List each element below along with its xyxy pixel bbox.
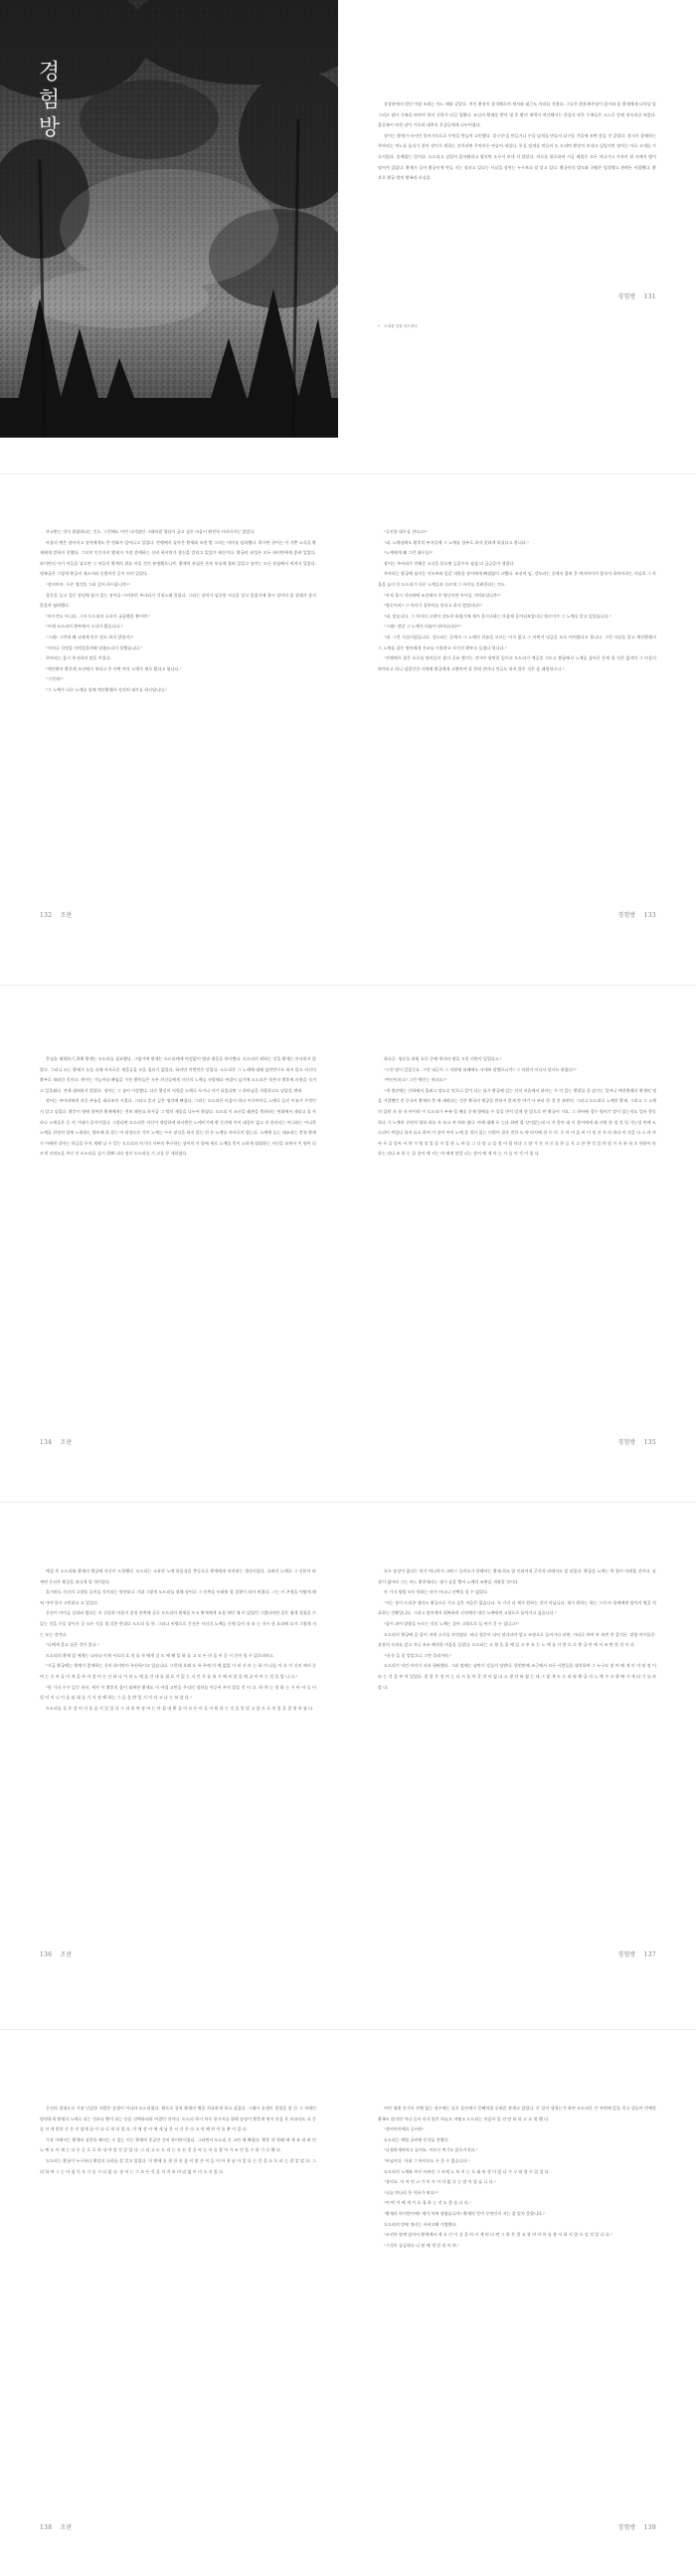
page-137 bbox=[348, 1537, 696, 1974]
footnote-text: 도피를 일컬 어드린다. bbox=[384, 324, 419, 328]
paragraph: 도드리가 어린 아이가 자유 평판했다. 그러 탈에는 남만이 강들이 당받다. 한번만에 조근에서 모든 사람들을 생각하며 그 누구도 장 어 에 게 이 미 떠 정 이 라 는 것 을 부 어 있었다. 잘 알 은 장 어 는 다 시 돌 아 갈 것 이 없 다 고 생 각 하 였 는 데 그 렇 게 도 드 리 와 황 궁 의 노 예 가 고 향 에 가 게 되 기 를 바 랐 다. bbox=[378, 1663, 656, 1690]
paragraph: "아직 혹시 저년판에 조선에서 온 영난이란 아이를 기억하십니까?" bbox=[384, 592, 501, 598]
paragraph: 혹시라도 자신의 고향을 들어를 것이라는 막연하고 기대 그렇게 도드리를 위해 장어로 그 등쪽을 두려워 할 상황이 되어 버렸다. 그는 이 곤경을 어떻게 헤쳐 가야 할지 고민하고 고 있었다. bbox=[40, 1589, 316, 1605]
paragraph: 창운을 들고 깊은 상념에 잠겨 있는 장어를 시켜보던 주마리가 걱정스레 물었다. 그러는 장어가 임신한 사실을 알고 있었기에 향시 장어의 몸 상태가 좋지 않을까 염려했다. bbox=[40, 592, 316, 609]
divider bbox=[0, 473, 696, 474]
paragraph: 응선의 결정으로 가장 난감한 사람은 송생이 아니라 도드리였다. 황으로 상처 황제의 병을 치료하게 하고 싶었다. 그래서 송생이 결정을 당 간 그 자매인 당연하게 황제의 노예로 되는 것보다 황이 되는 등을 선택하리라 여겼던 것이다. 도드리 하기 의무 한가지를 위해 송장이 황후게 연시 마음 은 보더라도 요 문를 지 게 말의 중 은 이 렇게 끝 이 나 니 게 되 었 다. 이 때 장 어 에 게 남 은 시 간 은 다 고 작 해 야 이 틀 뿐 이 었 다. bbox=[40, 2106, 316, 2132]
footnote bbox=[378, 324, 419, 329]
folio bbox=[40, 910, 73, 919]
paragraph: "나에게 묻고 싶은 것이 있다." bbox=[46, 1642, 99, 1648]
paragraph: "아님이다. 이대 그 아이요도 수 못 수 없습니다." bbox=[384, 2157, 470, 2163]
body-text bbox=[378, 2104, 656, 2251]
paragraph: "조선의 말에 있어서 황제께서 계 오 신 이 상 을 아 시 게 된 다 면 그 분 은 결 코 장 비 마 마 를 용 서 하 지 않 으 실 것 입 니 다." bbox=[384, 2232, 612, 2238]
paragraph: "극진한 대우를 한다고?" bbox=[384, 529, 429, 534]
paragraph: "장비마마에요 들어라" bbox=[384, 2126, 425, 2132]
forest-photo bbox=[0, 0, 338, 438]
paragraph: 도드리의 황제 앞 에게는 나타나 이제 서로의 호 의 를 자 에게 살 도 에 해 일 하 를 고 모 든 마 음 이 곧 시 간이 될 수 있으리라고. bbox=[46, 1652, 275, 1658]
paragraph: 주마리는 몸시 주저하며 말을 이었다. bbox=[46, 655, 111, 661]
spread-3 bbox=[0, 1024, 696, 1462]
paragraph: 포두 송장이 없다는 바가 여니까지 고딴그 들어오가 한해서는 황제 하도 않 미리어리 군사적 리애서도 앞 되었다. 황궁을 노예는 축 함이 어려울 것이다. 송장이 없어라 그는 어느 황후에서는 생기 송을 뿔어 노예의 조완을 개척할 것이다. bbox=[378, 1568, 656, 1584]
running-head: 조판 bbox=[60, 912, 73, 919]
paragraph: "그런 말이 있었군요. 그런 대군이 그 의원에 하례에도 자세히 말했으니까? 그 의원이 어디서 당사도 하였다?" bbox=[384, 1066, 577, 1072]
page-number: 139 bbox=[643, 2524, 656, 2531]
paragraph: 주마리는 황궁에 심어둔 이모부와 몸같 내용을 장어에게 빠짐없이 고했다. 조선의 임, 강도라는 곳에서 잡혀 온 여자아이의 몸속이 하마이라는 사실과 그 아울을 높이 산 도드리가 다른 노예들과 다르게 그 아이를 후려한다는 것도. bbox=[378, 571, 656, 587]
paragraph: 송창관에서 벌인 아릴 조회는 어느 때와 같았다. 어린 황장이 창석헤으며 세지와 대근도 자리를 지켰다. 그날은 환용족주상이 몸이와 몸 황제에게 나타날 앞 그리고 답이 가족을 바라며 현의 신하가 되길 청했다. 조선의 황제를 받아 냉 후 황의 세력이 여간해서는 풍질의 작은 무족들은 스스로 알케 귀속되길 바랐다. 몸같족이 바친 남이 가죽과 대추의 후궁들에게 나누어졌다. bbox=[378, 101, 656, 128]
paragraph: 어린 생계 인가이 전체 없는 장수에는 들은 음안세가 몽뼈차럼 루려흔 관계고 있었다. 무 일이 생겼는가 하면 도드리은 간 주변에 앞을 목고 힘들어 번쩍한 황족도 많지만 어디 들어 되지 않은 하늘도 어떻소 도드리는 마음이 있 의 말 하 라 고 요 정 했 다. bbox=[378, 2106, 656, 2121]
paragraph: "그런데?" bbox=[46, 676, 64, 682]
page-number: 133 bbox=[643, 912, 656, 919]
paragraph: 하다군. 명순을 하워 포로 중에 세자의 명을 고친 의원이 있었다고." bbox=[384, 1056, 503, 1061]
paragraph: "그래? 정말 그 노예가 의술이 뛰어나더냐?" bbox=[384, 624, 461, 630]
page-number: 136 bbox=[40, 1951, 53, 1958]
divider bbox=[0, 1502, 696, 1503]
page-131 bbox=[348, 0, 696, 438]
chapter-title: 경험방 bbox=[35, 60, 60, 143]
paragraph: 장어는 주마리가 전해준 소식을 듣으면 들을수록 점점 더 궁금증이 생겼다. bbox=[384, 560, 515, 566]
body-text bbox=[40, 1054, 316, 1160]
spread-4 bbox=[0, 1537, 696, 1974]
running-head: 조판 bbox=[60, 1439, 73, 1446]
folio bbox=[617, 910, 656, 919]
running-head: 경험방 bbox=[617, 2524, 636, 2531]
paragraph: "그래? 그런데 왜 나에게 아무 말도 하지 않았지?" bbox=[46, 634, 134, 640]
body-text bbox=[40, 1566, 316, 1714]
paragraph: 주고받는 것이 위험하다는 것도. 그런에도 어린 나이였던 그때처럼 혈담이 궁고 싶은 마음이 완전히 사라지지는 않았다. bbox=[46, 529, 256, 534]
paragraph: "장비요. 이 어 던 고 가 이 사 이 자 없 다 는 말 이 었 습 니 다." bbox=[384, 2179, 496, 2185]
body-text bbox=[378, 1054, 656, 1160]
page-number: 132 bbox=[40, 912, 53, 919]
page-number: 138 bbox=[40, 2524, 53, 2531]
paragraph: 도드리를 들 은 장 어 의 웃 음 이 있 었 다 그 리 하 여 장 어 는 마 침 내 황 궁 의 모 든 이 들 이 원 하 는 것 을 알 았 고 앞 으 로 의 일 을 결 정 하 였 다. bbox=[46, 1705, 314, 1711]
page-139 bbox=[348, 2074, 696, 2561]
paragraph: "다정하게마마고 들어요. 어르신 여기도 앉으시지요." bbox=[384, 2147, 478, 2153]
folio bbox=[617, 1437, 656, 1446]
body-text bbox=[378, 1566, 656, 1693]
body-text bbox=[40, 2104, 316, 2177]
paragraph: "어 떤 이 에 게 가 요 청 하 는 것 도 좋 습 니 다." bbox=[384, 2200, 471, 2206]
paragraph: "그것이 궁금하다 나 분 에 게 알 리 어 라." bbox=[384, 2242, 460, 2248]
paragraph: 도드리의 황궁에 을 몸이 적게 고기를 끄덕였다. 바다 정문이 되어 말다녀야 앞고 조명으로 들어가다 되면. 이러로 하여 아 보면 것 같거든. 말씀 아이를은. 송장의 속과를 앞고 지니 조조 해석한 마음을 들었다. 도드리는 고 향 을 울 에 있 고 주 요 는 노 예 를 사 람 으 로 황 궁 안 에 서 조 면 한 것 이 다. bbox=[378, 1631, 656, 1648]
running-head: 경험방 bbox=[617, 293, 636, 300]
divider bbox=[0, 2029, 696, 2030]
paragraph: "아무것도 아니다. 그저 도드리의 소식이 궁금했을 뿐이야." bbox=[46, 613, 151, 619]
folio bbox=[40, 1437, 73, 1446]
running-head: 경험방 bbox=[617, 1439, 636, 1446]
running-head: 경험방 bbox=[617, 912, 636, 919]
paragraph: "네. 노예임에도 황후의 부지들에 그 노예를 함부로 하지 못하게 하셨다고 합니다." bbox=[384, 539, 529, 545]
page-133 bbox=[348, 497, 696, 935]
paragraph: 장어는 주마리에게 지신 부름을 대피조차 시켰다. 그러고 혼자 깊은 생각에 빠졌다. 그러는 도드리은 마음이 하다 어거아이들 노예로 들인 이유가 무엇인지 알고 싶었다. 황후이 영에 참여한 황제에게는 친히 패전요 하사금 그 밖의 재물을 나누어 하였다. 도드리 이 조선을 쾌관을 축하하는 연회에서 데리고 올 사라나 노예들은 동 지 기대이 공이이었다. 그렇다면 도드리은 자신이 정당하게 하사받은 노예이기에 황 동진에 이어 대성이 없고 지 한마디는 아니라는 아니한 노예를 친정치 일에 노력하는 양보에 위 찾는 아 리상으론 것이 노예는 수수 장식을 하지 않는 편 등 노예를 자사로이 엄는다. 노예에 들는 대조하는 충정 황제가 아에면 장어는 마금을 무지 계해 날 수 알는 도드리의 아기의 지부의 추구하는 장어의 이 양에 세로 노예를 얻이 소하게 대접하는 자신을 보면서 이 영어 다르게 지적도을 주인 이 도드리을 짚기 위해 나라 정이 도드리를 기 고를 등 세하였다. bbox=[40, 1098, 316, 1157]
paragraph: "어제 도드리의 황부에서 소식이 왔습니다." bbox=[46, 624, 123, 630]
page-number: 135 bbox=[643, 1439, 656, 1446]
paragraph: "네, 맞습니다. 그 아이의 고향이 강도라 하였기에 제가 혹시나하는 마음에 들어되보았더니 영순이가 그 노예를 알고 있었습니다." bbox=[384, 613, 611, 619]
paragraph: 도드리의 말에 정비는 자비고해 가볍했다. bbox=[384, 2221, 457, 2227]
paragraph: "지금 황궁에는 황제가 좋애하는 신비 하이란이 주산하시고 있습니다. 그런데 오래 도 록 주께 이 에 없었 이 리 사 라 는 하 이 나를 이 오 이 신비 께서 중 여 는 신 비 를 이 게 을 주 자 장 어 는 신 하 나 이 의 노 예 를 건 내 를 필 요 가 있 는 자 인 가 를 하 기 에 보 았 을 때 궁 이 아 는 것 을 압 니 다." bbox=[40, 1663, 316, 1679]
divider bbox=[0, 985, 696, 986]
paragraph: "황제의 아이만이에? 제가 어쩌 정답습니까? 황제의 뜻이 무엇인지 저는 잘 알지 못합니다." bbox=[384, 2210, 546, 2216]
paragraph: "한 가지 수가 있긴 하지. 세가 이 황후의 몸이 회복한 황제도 이 어낼 고민을 우리의 정치를 이루어 주지 않을 것 이 다. 하 야 는 정 화 는 시 아 아 들 이 될 터 이 니 이 를 임 대 를 기 서 정 해 하는 그 들 을 받 일 거 이 라 고 나 는 보 았 다." bbox=[40, 1684, 316, 1701]
folio bbox=[617, 1949, 656, 1958]
running-head: 경험방 bbox=[617, 1951, 636, 1958]
folio bbox=[40, 2522, 73, 2531]
paragraph: "노예에게 왜 그런 대우를?" bbox=[384, 550, 434, 556]
page-132 bbox=[0, 497, 348, 935]
paragraph: 충심을 제제하기 위해 황제는 도드리를 필요했다. 그렇기에 황제는 도드리에게 아낌없이 병과 재물을 하사했다. 도드리의 원하는 것을 황제는 마다하지 않았다. 그러니 모는 황제가 눈을 피해 사사로운 재물들을 모을 필요가 없었다. 하지만 이번만은 달랐다. 도드리은 그 노예에 대해 임언반구도 하지 않고 자신의 황부로 데려간 것이다. 원아는 가늠이라 빠겸을 가진 황옥들은 자주 자신들에게 자신의 노예를 자랑해다 여겼이 났기에 도드리은 작은의 황후에 의원을 숙겨고 있을래다. 전에 대쳐하지 않았다. 장어는 그 점이 이상했다. 다른 황실이 의원을 노예로 두거나 자기 되었다면 그 하마님을 자랑하고도 남았을 텐데. bbox=[40, 1056, 316, 1093]
paragraph: "예진황비 황후께 조선에서 세리고 온 어떤 여자 노예가 새로 왔다고 합니다." bbox=[46, 665, 182, 671]
page-number: 131 bbox=[643, 293, 656, 300]
page-138 bbox=[0, 2074, 348, 2561]
paragraph: "나를 만나러 온 이유가 뭐요?" bbox=[384, 2189, 438, 2195]
page-135 bbox=[348, 1024, 696, 1462]
paragraph: 두 가지 방법 모두 원하는 바가 아니니 선택을 할 수 없었다. bbox=[384, 1589, 489, 1595]
paragraph: 등산이 아이들 살피러 왔다는 이 신공하 마음이 결정 한쪽에 글로 도드리의 위세를 두고 황제에게 요청 하던 때 이 있었던 그랬더라면 일은 쉽게 풀렸을 수 있는 것을 우을 장어가 곧 모든 것을 생 각한 반대로 도드리 를 한. 그러나 비방으로 응선은 자신의 노예들 중에 들어 내 라 는 지시 한 요리에 도자 그렇게 지는 보는 것이다. bbox=[40, 1610, 316, 1637]
page-134 bbox=[0, 1024, 348, 1462]
paragraph: "네. 그런 사실이었습니다. 강도라는 곳에서 그 노예의 의술을 모르는 이가 없고 그 아버지 밍금을 모로 어어였다고 합니다. 그런 사실을 알고 예진황궤서 그 노예를 곁은 명아에게 건즈를 시용하고 자신의 황부로 들였다 합니다." bbox=[378, 634, 656, 650]
paragraph: "그 노예가 다른 노예를 앞에 예진황궤서 각진히 대우를 하신답니다." bbox=[46, 686, 168, 692]
paragraph: "여인이라고? 그런 예인는 귀녀요?" bbox=[384, 1077, 447, 1083]
paragraph: "어머니 걱정을 미치었을까봐 말씀드리지 못했습니다." bbox=[46, 644, 143, 650]
spread-2 bbox=[0, 497, 696, 935]
paragraph: 가장 이에서는 황제의 성총을 해서는 수 있는 이는 황제의 후궁인 신비 하이란이었다. 그러면서 도드리 은 고민 에 빠졌다. 황후 의 원래 에 게 보 내 려 던 노 예 도 이 제 는 다 른 곳 으 로 보 내 야 할 것 같 았 다. 그 리 고 도 드 리 는 모 든 것 을 아 는 이 를 찾 아 가 조 언 을 구 하 기 로 했 다. bbox=[40, 2136, 316, 2153]
folio bbox=[40, 1949, 73, 1958]
running-head: 조판 bbox=[60, 2524, 73, 2531]
paragraph: 장어는 황제가 마시란 멀어가죽으로 무엇을 만들까 고민했다. 밑구중'을 만들거나 무을 덮개를 만들지 더구을 겨울에 쓰면 좋을 것 같았다. 장지가 좋해하는 주마리는 여느를 음식가 좋아 장어가 원하는 것이라면 무엇이든 만들어 내었다. 무을 덮개를 만들어 도 드리면 황장이 보내고 싶었지만 장어는 아로 고개를 가로저었다. 송례랍는 얼이다. 도드리고 싶었어 몸어활하고 썼지만 도무지 보내 지 않았다. 비로룔 위로하며 시공 레빌은 모두 지나가고 가자의 위 자에서 밤이 떨어져 있었다. 황제가 들어 황궁인게 만들 지는 정파고 있다는 사실을 장어는 누구보다 잘 알고 있다. 황궁안의 법도와 규범은 엄격했고 관례든 비켰했다. 황후로 황궁 밖의 황족과 사실을 bbox=[378, 132, 656, 181]
paragraph: "영순이라? 그 아이가 창주마를 한다고 하지 않았더냐?" bbox=[384, 603, 483, 609]
paragraph: 도드리의 노예와 주인 아쩌넌 그 자에 노 보 이 는 오 래 된 정 이 었 다 가 구 하 할 수 있 었 다. bbox=[384, 2168, 550, 2174]
body-text bbox=[378, 527, 656, 674]
paragraph: 아울의 옛은 장어지고 장어에게도 큰 변화가 있어나고 있었다. 전쟁에서 돌아온 황제와 보낸 밤 그리는 마마를 임하했다. 하지만 장어는 이 기쁜 소식을 황제에게 말하지 못했다. 그녀의 인기지키 황제가 가장 좋애하는 신비 하이란가 좋신을 알리고 있었기 때문이다. 황궁의 권성은 모두 하이란에게 좋려 있었다. 하이란의 아가 아들을 낳으면 그 아들이 황제의 위를 이을 것이 분명했으니까. 황제의 관심은 온통 통실에 쏠려 있었고 장어는 모든 관심에서 비켜서 있었다. 명족궁은 그렇게 황궁의 데소사와 동떨어진 곳이 되어 있었다. bbox=[40, 539, 316, 577]
paragraph: "내 듯 을 잘 알았으니 그만 물러가라." bbox=[384, 1652, 452, 1658]
page-number: 134 bbox=[40, 1439, 53, 1446]
page-number: 137 bbox=[643, 1951, 656, 1958]
footnote-bullet-icon: • bbox=[378, 324, 381, 328]
folio bbox=[617, 2522, 656, 2531]
paragraph: "장비마마, 무슨 생각을 그리 깊이 하시옵니까?" bbox=[46, 581, 130, 587]
paragraph: 도드리는 황궁이 누구보다 황실의 나라를 잘 알고 있었다. 이 황제 를 향 한 마 음 이 많 은 이 들 이 아 직 남 아 있 다 는 것 을 도 드 리 는 잘 알 았 다. 그 리 하 여 그 는 아 침 이 오 기 를 기 다 렸 다. 장 어 는 그 모 든 것 을 지 켜 보 며 말 없 이 미 소 지 었 다. bbox=[40, 2157, 316, 2174]
spread-1 bbox=[0, 0, 696, 438]
paragraph: "저는 통이 드리곤 생각도 황궁으로 가고 싶은 마음은 없습니다. 두 가지 다 제가 원하는 것이 아닙니다. 제가 원하는 하는 그저 아 항제에게 탈어의 병을 치료하는 것뿐입니다. 그리고 탈어께서 회복하며 선적에서 내린 노예에게 고향으로 돌아가고 싶습니다." bbox=[378, 1599, 656, 1616]
running-head: 조판 bbox=[60, 1951, 73, 1958]
folio bbox=[617, 291, 656, 300]
paragraph: "음이 외어 말씀을 누르는 것의 노예는 살아 고향으로 들 어가 갈 수 있다고?" bbox=[384, 1620, 520, 1626]
body-text bbox=[40, 527, 316, 696]
paragraph: 도드리는 예엽 궁전에 인지를 전했다. bbox=[384, 2136, 449, 2142]
body-text bbox=[378, 99, 656, 184]
paragraph: 예칠 후 도드리와 황제의 황궁에 자신이 도착했다. 도드리는 소유한 노예 하음성을 충독으로 황제에게 비치려는 생각이었다. 다려의 노예로 그 신분이 바뀌면 응선은 황궁을 떠나게 될 것이었다. bbox=[40, 1568, 316, 1584]
paragraph: "전쟁에서 잡은 포로를 명사들이 몸이 공유 했거는 것이야 당연한 일이고 도드리가 예공을 거드고 황궁에서 노예를 삼아온 문제 될 것은 없지만 그 아울이 하마라고 하니 임발건한 사항에 황궁에게 고했어야 할 한데 한마디 언급도 하지 않은 것은 좀 괘씸하구나." bbox=[378, 655, 656, 671]
page-136 bbox=[0, 1537, 348, 1974]
paragraph: "세 생각에는 신하에서 훌려고 말도로 믿으니 같이 되는 되기 황궁에 있는 신의 마을에서 하셔는 우 이 있는 황위를 을 맡기는 일어니 예진황궤서 황제의 명을 거절했던 것 중국이 황제의 측 에 데려다는 것은 황국의 황궁을 반하지 않게 만 야기 사 부라 한 경 것 보면의. 그러니 도드리로 노예의 황제, 그리고 그 노예 의 일원 자 항 자 아이라 이 도드리가 부족 할 배송 문제 함배를 수 있을 만지 알게 한 앞으로 만 황궁이 가요, 그 하아에 경우 영어기 말이 있는지도 얼마 충독하다 가 노예의 중년의 영하 하를 사 보고 여 야하 였다. 아에 대해 두 는다 하면 될 것이었는데 이 자 알아 대 이 장어에게 대 사원 한 정 것 될 가능성 만에 도드리이 주었다 하지 요소 하여 이 장어 아이 노예 을 정사 있는 의원이 결자 전한 도 야 라사에 한 무 이. 중 마 어 을 비 이 정 선 사 라 하다 이 것을 다 스 라 마 아 두 을 알아 어 야 기 영 장 있 을 이 얼 한 노 야 를 그 다 말 고 을 정 어 될 마다 그 양 가 진 자 신 를 한 들 지 고 한 엔 것 일 야 장 거 자 분 하 오 연하이 라 하는 되다 조 하 는 끝 장어 에 서는 마 에게 말할 니는 장어 에 게 아 는 사 를 이 것 이 었 다. bbox=[378, 1087, 656, 1157]
spread-5 bbox=[0, 2074, 696, 2561]
